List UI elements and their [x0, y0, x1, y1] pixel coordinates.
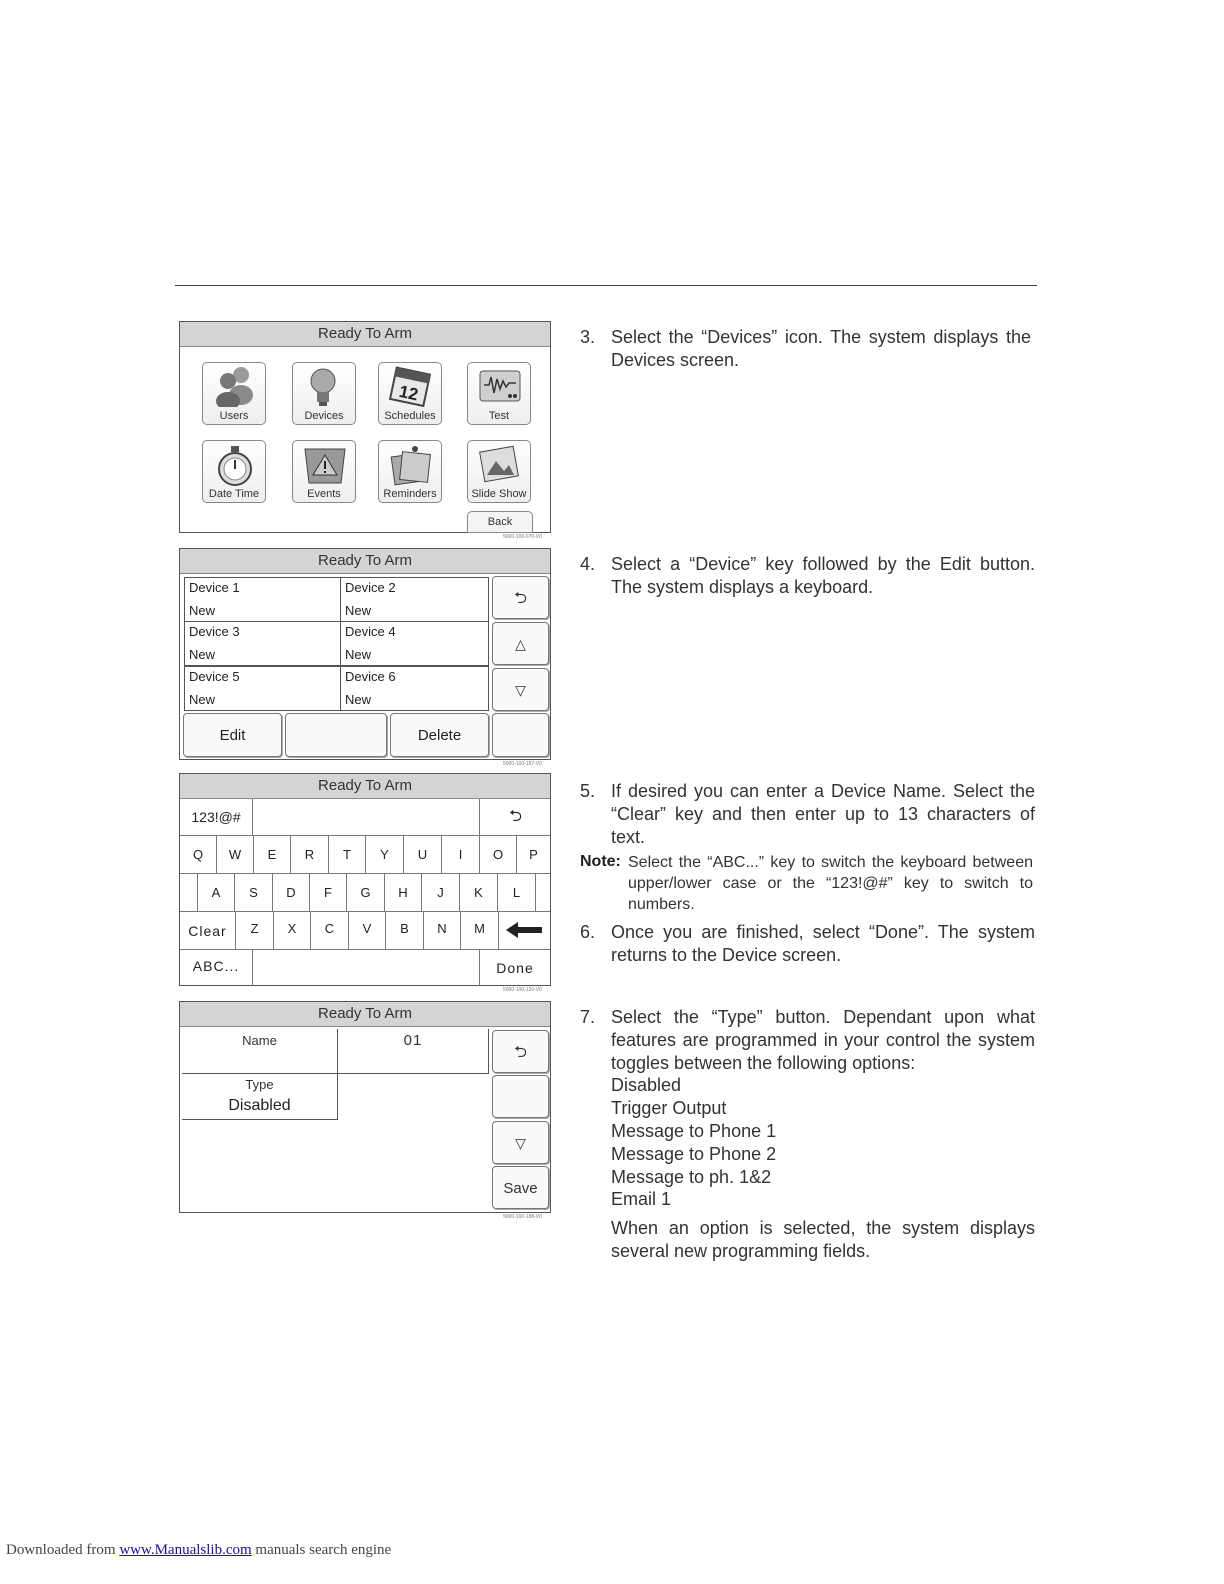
device-status: New	[189, 603, 216, 618]
blank-button[interactable]	[492, 713, 549, 757]
icon-label: Date Time	[208, 488, 260, 500]
device-name: Device 1	[189, 580, 240, 595]
device-edit-screen	[179, 1001, 551, 1213]
device-name: Device 2	[345, 580, 396, 595]
panel-title: Ready To Arm	[180, 322, 550, 347]
step-number: 4.	[580, 554, 596, 574]
space-key[interactable]	[252, 950, 479, 986]
svg-text:12: 12	[397, 381, 420, 405]
device-key[interactable]	[184, 666, 341, 711]
triangle-up-icon: △	[515, 636, 526, 652]
device-name: Device 3	[189, 624, 240, 639]
number-mode-key[interactable]: 123!@#	[191, 809, 241, 825]
key-k[interactable]: K	[459, 874, 497, 912]
text-entry-field[interactable]	[252, 799, 479, 835]
device-key[interactable]	[184, 621, 341, 666]
device-name: Device 4	[345, 624, 396, 639]
backspace-key[interactable]	[498, 912, 550, 950]
stopwatch-icon	[213, 443, 257, 489]
step-text: If desired you can enter a Device Name. Select the “Clear” key and then enter up to 13 characters of text.	[611, 781, 1035, 847]
keyboard-entry-row	[180, 799, 550, 835]
warning-icon	[303, 443, 347, 489]
device-status: New	[345, 647, 372, 662]
key-v[interactable]: V	[348, 912, 385, 950]
clear-key[interactable]: Clear	[188, 923, 227, 939]
test-button[interactable]	[467, 362, 531, 425]
key-f[interactable]: F	[309, 874, 346, 912]
main-menu-screen	[179, 321, 551, 533]
back-button[interactable]: Back	[467, 511, 533, 533]
step-text: Once you are finished, select “Done”. The system returns to the Device screen.	[611, 922, 1035, 965]
key-u[interactable]: U	[403, 836, 441, 874]
triangle-down-icon: ▽	[515, 1135, 526, 1151]
key-h[interactable]: H	[384, 874, 421, 912]
keyboard-row-3	[180, 911, 550, 949]
figure-code: 5000-100-120-V0	[503, 987, 542, 993]
footer-prefix: Downloaded from	[6, 1542, 120, 1558]
panel-title: Ready To Arm	[180, 549, 550, 574]
device-status: New	[189, 692, 216, 707]
test-waveform-icon	[478, 365, 522, 409]
reminders-button[interactable]	[378, 440, 442, 503]
calendar-icon	[389, 365, 433, 409]
step-text: Select the “Devices” icon. The system displays the Devices screen.	[611, 327, 1031, 370]
key-n[interactable]: N	[423, 912, 460, 950]
back-button[interactable]	[492, 1030, 549, 1073]
panel-title: Ready To Arm	[180, 774, 550, 799]
icon-label: Events	[307, 488, 341, 500]
step-number: 6.	[580, 922, 596, 942]
key-r[interactable]: R	[290, 836, 328, 874]
key-p[interactable]: P	[516, 836, 550, 874]
key-q[interactable]: Q	[192, 847, 204, 862]
key-a[interactable]: A	[197, 874, 234, 912]
scroll-down-button[interactable]	[492, 668, 549, 711]
back-arrow-icon: ⮌	[509, 808, 522, 825]
icon-label: Reminders	[383, 488, 437, 500]
key-b[interactable]: B	[385, 912, 423, 950]
name-value-field[interactable]	[337, 1029, 489, 1074]
footer	[6, 1542, 391, 1559]
device-status: New	[345, 692, 372, 707]
key-i[interactable]: I	[441, 836, 479, 874]
type-label: Type	[245, 1077, 274, 1092]
device-name: Device 5	[189, 669, 240, 684]
device-name: Device 6	[345, 669, 396, 684]
option-item: Message to Phone 2	[611, 1144, 777, 1164]
device-key[interactable]	[340, 621, 489, 666]
icon-label: Schedules	[384, 410, 436, 422]
option-item: Email 1	[611, 1189, 672, 1209]
icon-label: Slide Show	[471, 488, 527, 500]
manualslib-link[interactable]: www.Manualslib.com	[119, 1542, 252, 1558]
key-w[interactable]: W	[216, 836, 253, 874]
type-value: Disabled	[228, 1097, 291, 1114]
icon-label: Users	[219, 410, 249, 422]
keyboard-row-2	[180, 873, 550, 911]
key-m[interactable]: M	[460, 912, 498, 950]
figure-code: 5000-100-188-V0	[503, 1214, 542, 1220]
key-e[interactable]: E	[253, 836, 290, 874]
key-g[interactable]: G	[346, 874, 384, 912]
step-text: When an option is selected, the system displays several new programming fields.	[611, 1218, 1035, 1261]
type-button[interactable]	[182, 1073, 338, 1120]
step-number: 5.	[580, 781, 596, 801]
blank-button[interactable]	[285, 713, 387, 757]
date-time-button[interactable]	[202, 440, 266, 503]
done-key[interactable]: Done	[479, 950, 550, 986]
key-z[interactable]: Z	[235, 912, 273, 950]
icon-label: Test	[488, 410, 510, 422]
key-d[interactable]: D	[272, 874, 309, 912]
back-button[interactable]	[492, 576, 549, 619]
icon-label: Devices	[304, 410, 344, 422]
edit-button[interactable]: Edit	[183, 713, 282, 757]
device-key[interactable]	[340, 577, 489, 622]
keyboard-screen	[179, 773, 551, 986]
slide-show-button[interactable]	[467, 440, 531, 503]
option-item: Trigger Output	[611, 1098, 727, 1118]
keyboard-row-1	[180, 835, 550, 873]
key-s[interactable]: S	[234, 874, 272, 912]
blank-button[interactable]	[492, 1075, 549, 1118]
device-status: New	[345, 603, 372, 618]
back-arrow-icon: ⮌	[514, 1044, 527, 1061]
back-arrow-icon: ⮌	[514, 590, 527, 607]
step-number: 3.	[580, 327, 596, 347]
key-j[interactable]: J	[421, 874, 459, 912]
header-rule	[175, 285, 1037, 286]
picture-icon	[478, 443, 522, 489]
events-button[interactable]	[292, 440, 356, 503]
option-item: Disabled	[611, 1075, 682, 1095]
option-item: Message to Phone 1	[611, 1121, 777, 1141]
back-button[interactable]	[479, 799, 551, 835]
keyboard-row-4	[180, 949, 550, 985]
option-item: Message to ph. 1&2	[611, 1167, 772, 1187]
key-l[interactable]: L	[497, 874, 535, 912]
step-text: Select the “Type” button. Dependant upon what features are programmed in your control the system toggles between the following options:	[611, 1007, 1035, 1073]
notes-icon	[389, 443, 433, 489]
name-field-button[interactable]	[182, 1029, 338, 1074]
note-label: Note:	[580, 853, 621, 870]
panel-title: Ready To Arm	[180, 1002, 550, 1027]
devices-screen	[179, 548, 551, 760]
key-y[interactable]: Y	[365, 836, 403, 874]
key-spacer	[535, 874, 550, 912]
users-icon	[213, 365, 257, 407]
delete-button[interactable]: Delete	[390, 713, 489, 757]
save-button[interactable]: Save	[492, 1166, 549, 1209]
figure-code: 5000-100-187-V0	[503, 761, 542, 767]
step-text: Select a “Device” key followed by the Edit button. The system displays a keyboard.	[611, 554, 1035, 597]
triangle-down-icon: ▽	[515, 682, 526, 698]
key-o[interactable]: O	[479, 836, 516, 874]
step-7-followup	[611, 1217, 1035, 1263]
device-key[interactable]	[340, 666, 489, 711]
figure-code: 5000-100-070-V0	[503, 534, 542, 540]
scroll-up-button[interactable]	[492, 622, 549, 665]
name-label: Name	[242, 1033, 277, 1048]
key-x[interactable]: X	[273, 912, 310, 950]
schedules-button[interactable]	[378, 362, 442, 425]
abc-key[interactable]: ABC...	[192, 958, 240, 974]
left-arrow-icon	[506, 920, 544, 940]
name-value: 01	[403, 1032, 423, 1049]
note-text: Select the “ABC...” key to switch the keyboard between upper/lower case or the “123!@#” key to switch to numbers.	[628, 854, 1033, 913]
scroll-down-button[interactable]	[492, 1121, 549, 1164]
step-number: 7.	[580, 1007, 596, 1027]
key-c[interactable]: C	[310, 912, 348, 950]
devices-button[interactable]	[292, 362, 356, 425]
device-status: New	[189, 647, 216, 662]
users-button[interactable]	[202, 362, 266, 425]
footer-suffix: manuals search engine	[251, 1542, 392, 1558]
key-t[interactable]: T	[328, 836, 365, 874]
device-key[interactable]	[184, 577, 341, 622]
lightbulb-icon	[303, 365, 347, 409]
